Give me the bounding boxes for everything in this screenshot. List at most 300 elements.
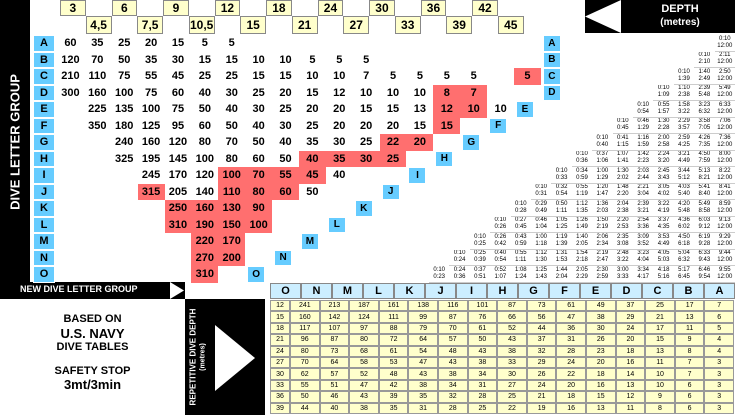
residual-cell: 22 (497, 403, 527, 414)
surface-interval-cell: 1:42 2:23 (633, 151, 653, 168)
table-cell: 35 (144, 53, 158, 66)
residual-cell: 15 (586, 391, 616, 402)
table-cell: 10 (494, 103, 507, 116)
residual-cell: 3 (704, 391, 734, 402)
surface-interval-cell: 1:48 2:20 (613, 184, 633, 201)
residual-cell: 64 (320, 357, 350, 368)
residual-cell: 31 (556, 334, 586, 345)
surface-interval-cell: 0:10 0:36 (572, 151, 592, 168)
residual-cell: 73 (527, 300, 557, 311)
table-cell: 10 (386, 86, 400, 99)
surface-interval-cell: 1:44 2:04 (551, 266, 571, 283)
residual-cell: 9 (675, 334, 705, 345)
stair-letter-a: A (543, 35, 561, 52)
table-cell: 15 (360, 103, 373, 116)
residual-cell: 80 (349, 334, 379, 345)
residual-cell: 52 (349, 368, 379, 379)
residual-cell: 57 (320, 368, 350, 379)
table-cell: 15 (306, 86, 319, 99)
table-cell: 10 (360, 86, 373, 99)
surface-interval-cell: 1:26 1:49 (572, 217, 592, 234)
residual-cell: 24 (556, 357, 586, 368)
table-cell: 12 (333, 86, 346, 99)
residual-cell: 8 (675, 346, 705, 357)
residual-cell: 53 (379, 357, 409, 368)
new-group-letter-j: J (425, 283, 456, 299)
residual-cell: 62 (290, 368, 320, 379)
table-cell: 5 (443, 70, 450, 83)
stair-letter-l: L (328, 217, 346, 234)
table-cell: 20 (386, 119, 400, 132)
surface-interval-cell: 4:26 7:35 (694, 134, 714, 151)
residual-cell: 18 (556, 391, 586, 402)
surface-interval-cell: 3:58 7:05 (694, 118, 714, 135)
surface-interval-cell: 1:19 1:39 (551, 233, 571, 250)
surface-interval-cell: 6:19 9:28 (694, 233, 714, 250)
surface-interval-cell: 5:49 8:58 (694, 200, 714, 217)
surface-interval-cell: 0:55 1:11 (511, 250, 531, 267)
residual-cell: 25 (497, 391, 527, 402)
repetitive-depth: 21 (270, 334, 290, 345)
residual-cell: 6 (675, 391, 705, 402)
table-cell: 100 (245, 217, 272, 234)
surface-interval-cell: 1:50 2:19 (592, 217, 612, 234)
residual-cell: 13 (586, 403, 616, 414)
residual-cell: 38 (408, 380, 438, 391)
depth-header-bottom: 7,5 (137, 16, 163, 34)
stair-letter-f: F (489, 118, 507, 135)
surface-interval-cell: 9:29 12:00 (715, 233, 735, 250)
repetitive-depth: 24 (270, 346, 290, 357)
surface-interval-cell: 0:46 1:04 (531, 217, 551, 234)
residual-cell: 241 (290, 300, 320, 311)
repetitive-depth-label: REPETITIVE DIVE DEPTH (188, 308, 198, 406)
residual-cell: 38 (497, 346, 527, 357)
table-cell: 310 (191, 266, 218, 283)
table-cell: 160 (191, 200, 218, 217)
repetitive-depth: 39 (270, 403, 290, 414)
surface-interval-cell: 8:22 12:00 (715, 167, 735, 184)
stair-letter-g: G (462, 134, 480, 151)
row-letter-d: D (33, 85, 55, 102)
surface-interval-cell: 0:27 0:45 (511, 217, 531, 234)
surface-interval-cell: 9:44 12:00 (715, 250, 735, 267)
surface-interval-cell: 1:40 2:49 (694, 68, 714, 85)
info-us-navy: U.S. NAVY (60, 326, 125, 341)
residual-cell: 42 (379, 380, 409, 391)
residual-cell: 160 (290, 311, 320, 322)
surface-interval-cell: 2:21 3:04 (633, 184, 653, 201)
repetitive-depth: 27 (270, 357, 290, 368)
residual-cell: 56 (527, 311, 557, 322)
depth-header-bottom: 27 (343, 16, 369, 34)
surface-interval-cell: 1:31 1:53 (551, 250, 571, 267)
new-dive-letter-group-label: NEW DIVE LETTER GROUP (20, 284, 138, 294)
table-cell: 35 (326, 151, 353, 168)
table-cell: 110 (88, 70, 107, 83)
table-cell: 70 (225, 136, 238, 149)
residual-cell: 15 (645, 334, 675, 345)
residual-cell: 31 (408, 403, 438, 414)
residual-cell: 66 (497, 311, 527, 322)
table-cell: 100 (218, 167, 245, 184)
stair-letter-b: B (543, 52, 561, 69)
table-cell: 120 (168, 136, 188, 149)
row-letter-m: M (33, 233, 55, 250)
surface-interval-cell: 3:09 3:52 (633, 233, 653, 250)
row-letter-l: L (33, 217, 55, 234)
table-cell: 75 (171, 103, 185, 116)
table-cell: 315 (138, 184, 165, 201)
residual-cell: 16 (616, 357, 646, 368)
residual-cell: 7 (675, 357, 705, 368)
repetitive-depth: 30 (270, 368, 290, 379)
surface-interval-cell: 0:10 2:10 (694, 52, 714, 69)
dive-letter-group-label: DIVE LETTER GROUP (7, 74, 23, 210)
residual-cell: 25 (645, 300, 675, 311)
surface-interval-cell: 1:10 2:38 (674, 85, 694, 102)
table-cell: 5 (470, 70, 477, 83)
new-group-letter-n: N (301, 283, 332, 299)
table-cell: 15 (198, 53, 211, 66)
table-cell: 25 (252, 86, 265, 99)
surface-interval-cell: 0:24 0:36 (449, 266, 469, 283)
residual-cell: 48 (438, 346, 468, 357)
residual-cell: 21 (527, 391, 557, 402)
table-cell: 30 (171, 53, 185, 66)
surface-interval-cell: 0:41 1:15 (613, 134, 633, 151)
surface-interval-cell: 1:08 1:24 (511, 266, 531, 283)
table-cell: 100 (195, 152, 215, 165)
residual-cell: 50 (290, 391, 320, 402)
residual-cell: 21 (645, 311, 675, 322)
residual-cell: 7 (675, 368, 705, 379)
table-cell: 40 (333, 169, 346, 182)
residual-cell: 6 (675, 380, 705, 391)
surface-interval-cell: 1:30 2:28 (653, 118, 673, 135)
table-cell: 60 (198, 119, 211, 132)
table-cell: 55 (272, 167, 299, 184)
surface-interval-cell: 1:25 1:43 (531, 266, 551, 283)
table-cell: 15 (252, 70, 265, 83)
table-cell: 40 (225, 103, 238, 116)
repetitive-depth: 18 (270, 323, 290, 334)
surface-interval-cell: 0:10 0:23 (429, 266, 449, 283)
surface-interval-cell: 2:45 3:43 (653, 167, 673, 184)
surface-interval-cell: 6:46 9:54 (694, 266, 714, 283)
depth-header-bottom: 39 (446, 16, 472, 34)
table-cell: 170 (168, 169, 188, 182)
table-cell: 25 (360, 136, 373, 149)
surface-interval-cell: 0:34 0:59 (572, 167, 592, 184)
residual-cell: 39 (379, 391, 409, 402)
row-letter-c: C (33, 68, 55, 85)
table-cell: 15 (279, 70, 292, 83)
table-cell: 40 (279, 136, 292, 149)
residual-cell: 22 (556, 368, 586, 379)
residual-cell: 9 (645, 391, 675, 402)
surface-interval-cell: 0:10 12:00 (715, 35, 735, 52)
depth-header-top: 36 (421, 0, 447, 16)
table-cell: 145 (168, 152, 188, 165)
surface-interval-cell: 7:36 12:00 (715, 134, 735, 151)
residual-cell: 61 (468, 323, 498, 334)
residual-cell: 99 (408, 311, 438, 322)
surface-interval-cell: 0:55 1:57 (653, 101, 673, 118)
residual-cell: 61 (379, 346, 409, 357)
residual-cell: 20 (616, 334, 646, 345)
residual-cell: 13 (675, 311, 705, 322)
depth-header-top: 24 (318, 0, 344, 16)
surface-interval-cell: 1:58 3:22 (674, 101, 694, 118)
stair-letter-j: J (382, 184, 400, 201)
table-cell: 80 (225, 152, 238, 165)
table-cell: 160 (141, 136, 161, 149)
residual-cell: 47 (556, 311, 586, 322)
residual-cell: 35 (379, 403, 409, 414)
surface-interval-cell: 8:41 12:00 (715, 184, 735, 201)
surface-interval-cell: 3:22 4:19 (653, 200, 673, 217)
table-cell: 75 (118, 70, 131, 83)
surface-interval-cell: 1:07 1:41 (613, 151, 633, 168)
residual-cell: 4 (704, 346, 734, 357)
surface-interval-cell: 2:54 3:36 (633, 217, 653, 234)
table-cell: 20 (360, 119, 373, 132)
row-letter-k: K (33, 200, 55, 217)
residual-cell: 57 (438, 334, 468, 345)
surface-interval-cell: 2:29 3:57 (674, 118, 694, 135)
surface-interval-cell: 0:29 0:49 (531, 200, 551, 217)
surface-interval-cell: 6:03 9:12 (694, 217, 714, 234)
surface-interval-cell: 0:10 0:24 (449, 250, 469, 267)
residual-cell: 28 (438, 403, 468, 414)
surface-interval-cell: 1:36 2:03 (592, 200, 612, 217)
residual-cell: 29 (616, 311, 646, 322)
table-cell: 40 (299, 151, 326, 168)
residual-cell: 28 (468, 391, 498, 402)
depth-header-top: 12 (215, 0, 241, 16)
depth-header-top: 30 (369, 0, 395, 16)
residual-cell: 20 (556, 380, 586, 391)
surface-interval-cell: 2:48 3:22 (613, 250, 633, 267)
surface-interval-cell: 6:33 9:43 (694, 250, 714, 267)
residual-cell: 13 (616, 380, 646, 391)
new-group-letter-m: M (332, 283, 363, 299)
residual-cell: 37 (616, 300, 646, 311)
table-cell: 30 (225, 86, 238, 99)
surface-interval-cell: 2:35 3:08 (613, 233, 633, 250)
repetitive-depth-unit: (metres) (199, 343, 207, 371)
residual-cell: 68 (349, 346, 379, 357)
surface-interval-cell: 0:10 0:33 (551, 167, 571, 184)
residual-cell: 27 (497, 380, 527, 391)
residual-cell: 6 (704, 311, 734, 322)
new-group-letter-e: E (580, 283, 611, 299)
residual-cell: 76 (468, 311, 498, 322)
table-cell: 5 (336, 53, 343, 66)
stair-letter-h: H (435, 151, 453, 168)
table-cell: 205 (168, 185, 188, 198)
residual-cell: 10 (645, 380, 675, 391)
table-cell: 15 (413, 119, 427, 132)
residual-cell: 32 (527, 346, 557, 357)
table-cell: 270 (191, 250, 218, 267)
residual-cell: 138 (408, 300, 438, 311)
stair-letter-m: M (301, 233, 319, 250)
stair-letter-i: I (408, 167, 426, 184)
stair-letter-o: O (247, 266, 265, 283)
table-cell: 50 (252, 136, 265, 149)
table-cell: 5 (363, 53, 370, 66)
depth-label: DEPTH (661, 3, 699, 15)
table-cell: 15 (433, 118, 460, 135)
surface-interval-cell: 1:00 1:18 (531, 233, 551, 250)
residual-cell: 87 (320, 334, 350, 345)
surface-interval-cell: 9:13 12:00 (715, 217, 735, 234)
residual-cell: 3 (704, 380, 734, 391)
surface-interval-cell: 3:05 4:02 (653, 184, 673, 201)
table-cell: 35 (306, 136, 319, 149)
table-cell: 25 (198, 70, 211, 83)
residual-cell: 34 (468, 368, 498, 379)
repetitive-depth: 33 (270, 380, 290, 391)
depth-header-bottom: 45 (498, 16, 524, 34)
table-cell: 245 (141, 169, 161, 182)
residual-cell: 34 (438, 380, 468, 391)
residual-cell: 87 (438, 311, 468, 322)
stair-letter-n: N (274, 250, 292, 267)
surface-interval-cell: 0:10 0:28 (511, 200, 531, 217)
table-cell: 5 (416, 70, 423, 83)
residual-cell: 17 (645, 323, 675, 334)
surface-interval-cell: 1:54 2:18 (572, 250, 592, 267)
table-cell: 10 (333, 70, 346, 83)
table-cell: 50 (279, 152, 292, 165)
depth-header-bottom: 21 (292, 16, 318, 34)
stair-letter-k: K (355, 200, 373, 217)
table-cell: 110 (218, 184, 245, 201)
table-cell: 15 (171, 37, 185, 50)
surface-interval-cell: 0:52 1:07 (490, 266, 510, 283)
residual-cell: 97 (349, 323, 379, 334)
surface-interval-cell: 0:25 0:39 (470, 250, 490, 267)
table-cell: 140 (195, 185, 215, 198)
new-group-letter-g: G (518, 283, 549, 299)
table-cell: 5 (201, 37, 208, 50)
new-group-letter-f: F (549, 283, 580, 299)
table-cell: 220 (191, 233, 218, 250)
table-cell: 95 (171, 119, 185, 132)
residual-cell: 48 (379, 368, 409, 379)
surface-interval-cell: 3:21 4:49 (674, 151, 694, 168)
residual-cell: 161 (379, 300, 409, 311)
depth-header-bottom: 4,5 (86, 16, 112, 34)
table-cell: 30 (279, 119, 292, 132)
residual-cell: 18 (586, 368, 616, 379)
table-cell: 25 (118, 37, 131, 50)
new-group-letter-h: H (487, 283, 518, 299)
table-cell: 35 (91, 37, 104, 50)
info-safety-stop: SAFETY STOP (54, 365, 131, 377)
residual-cell: 72 (379, 334, 409, 345)
surface-interval-cell: 0:10 1:09 (653, 85, 673, 102)
repetitive-depth: 12 (270, 300, 290, 311)
table-cell: 310 (165, 217, 192, 234)
surface-interval-cell: 2:11 12:00 (715, 52, 735, 69)
row-letter-o: O (33, 266, 55, 283)
table-cell: 22 (380, 134, 407, 151)
table-cell: 120 (61, 53, 80, 66)
residual-cell: 116 (438, 300, 468, 311)
residual-cell: 11 (675, 323, 705, 334)
surface-interval-cell: 3:00 3:33 (613, 266, 633, 283)
residual-cell: 44 (290, 403, 320, 414)
residual-cell: 43 (408, 368, 438, 379)
residual-cell: 35 (408, 391, 438, 402)
surface-interval-cell: 0:46 1:29 (633, 118, 653, 135)
row-letter-g: G (33, 134, 55, 151)
residual-cell: 107 (320, 323, 350, 334)
residual-cell: 3 (704, 368, 734, 379)
residual-cell: 43 (438, 357, 468, 368)
residual-cell: 52 (497, 323, 527, 334)
residual-cell: 17 (675, 300, 705, 311)
new-group-letter-i: I (456, 283, 487, 299)
surface-interval-cell: 1:30 2:02 (613, 167, 633, 184)
residual-cell: 20 (586, 357, 616, 368)
surface-interval-cell: 2:20 2:53 (613, 217, 633, 234)
table-cell: 40 (252, 119, 265, 132)
residual-cell: 80 (290, 346, 320, 357)
table-cell: 12 (433, 101, 460, 118)
table-cell: 45 (171, 70, 185, 83)
residual-cell: 31 (468, 380, 498, 391)
new-group-letter-d: D (611, 283, 642, 299)
depth-header-top: 3 (60, 0, 86, 16)
table-cell: 5 (309, 53, 316, 66)
surface-interval-cell: 0:55 1:19 (572, 184, 592, 201)
table-cell: 195 (141, 152, 161, 165)
surface-interval-cell: 0:10 1:39 (674, 68, 694, 85)
table-cell: 30 (353, 151, 380, 168)
residual-cell: 64 (408, 334, 438, 345)
residual-cell: 12 (616, 391, 646, 402)
surface-interval-cell: 2:24 3:20 (653, 151, 673, 168)
surface-interval-cell: 0:50 1:11 (551, 200, 571, 217)
residual-cell: 24 (616, 323, 646, 334)
residual-cell: 187 (349, 300, 379, 311)
table-cell: 7 (363, 70, 370, 83)
surface-interval-cell: 1:12 1:35 (572, 200, 592, 217)
residual-cell: 96 (290, 334, 320, 345)
table-cell: 70 (91, 53, 104, 66)
surface-interval-cell: 7:06 12:00 (715, 118, 735, 135)
residual-cell: 16 (586, 380, 616, 391)
table-cell: 240 (115, 136, 134, 149)
residual-cell: 30 (497, 368, 527, 379)
table-cell: 25 (380, 151, 407, 168)
table-cell: 55 (144, 70, 158, 83)
residual-cell: 40 (320, 403, 350, 414)
surface-interval-cell: 4:18 5:16 (653, 266, 673, 283)
table-cell: 170 (218, 233, 245, 250)
info-based-on: BASED ON (63, 313, 122, 325)
residual-cell: 38 (349, 403, 379, 414)
surface-interval-cell: 3:23 4:04 (633, 250, 653, 267)
residual-cell: 10 (645, 368, 675, 379)
table-cell: 20 (333, 103, 346, 116)
residual-cell: 8 (645, 403, 675, 414)
